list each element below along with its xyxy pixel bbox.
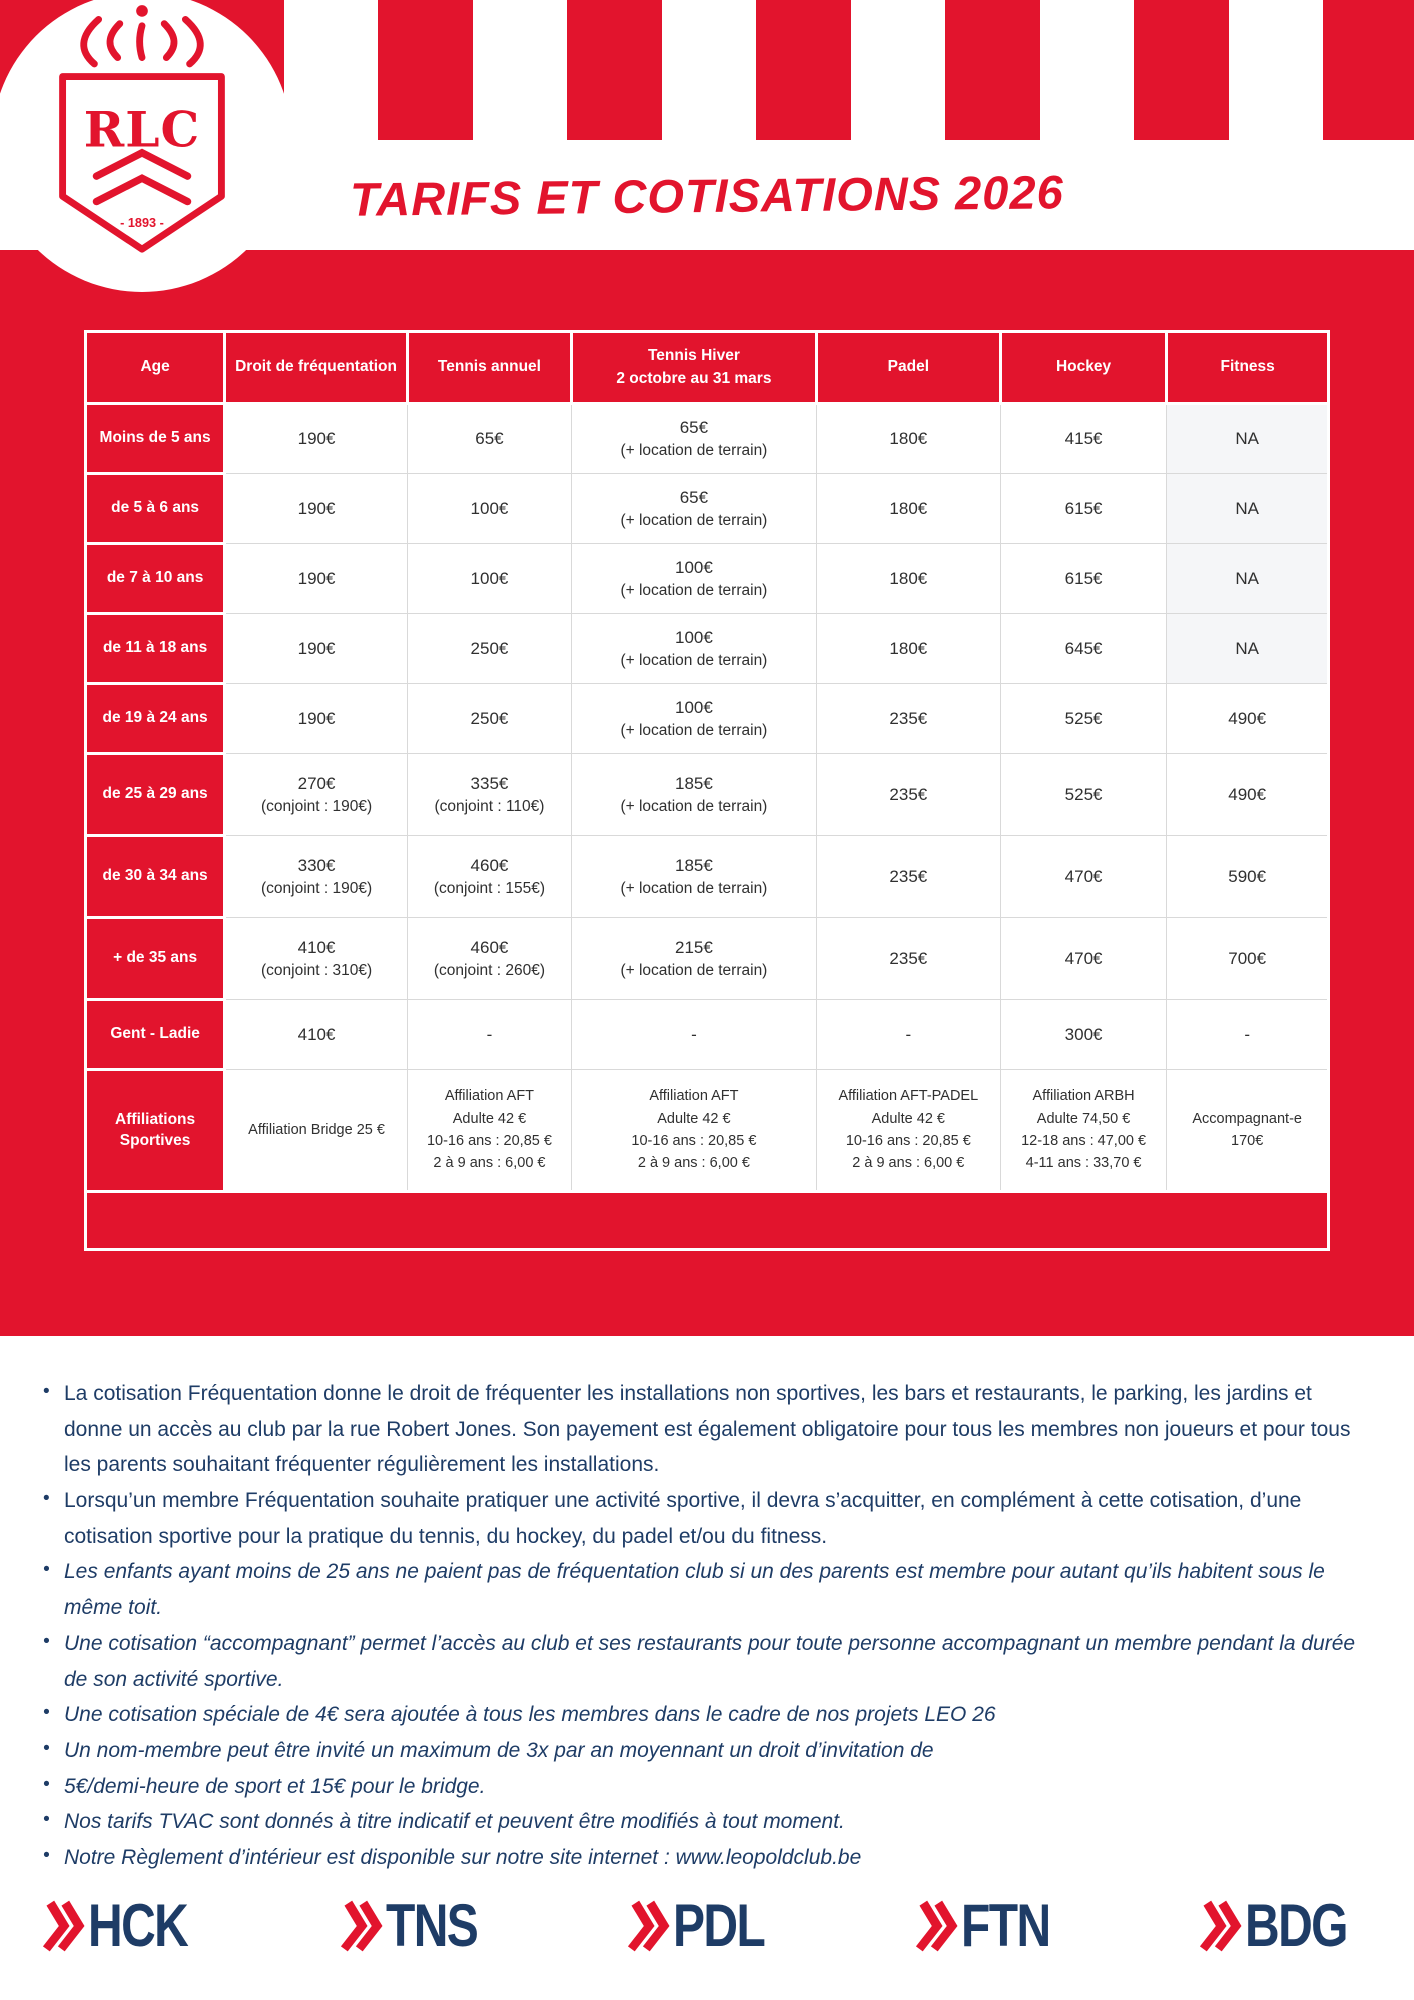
column-label: Age [140,358,170,376]
price-line: 410€ [297,1024,336,1044]
age-cell: + de 35 ans [86,918,225,1000]
price-line: Adulte 42 € [452,1110,527,1127]
table-row [86,918,1329,1000]
price-cell [407,754,571,836]
price-line: 190€ [297,708,336,728]
price-line: Adulte 42 € [657,1110,731,1127]
note-item: • Une cotisation spéciale de 4€ sera ajoutée à tous les membres dans le cadre de nos projets LEO 26 [40,1697,1376,1733]
note-item: • Un nom-membre peut être invité un maximum de 3x par an moyennant un droit d’invitation de [40,1733,1376,1769]
price-cell [1167,474,1329,544]
price-cell [816,1070,1000,1192]
column-label: Droit de fréquentation [235,358,397,376]
price-line: 180€ [889,568,928,588]
price-line: Affiliation AFT [649,1088,739,1105]
price-cell [1000,404,1167,474]
price-line: (conjoint : 260€) [433,961,546,979]
footer-logo-hck [42,1891,212,1959]
price-line: 190€ [297,638,336,658]
price-line: 250€ [470,708,509,728]
price-cell [225,684,408,754]
price-line: 410€ [297,937,336,957]
pricing-table-wrap [84,330,1330,1251]
price-cell [225,1070,408,1192]
price-line: 235€ [889,708,928,728]
age-cell: Affiliations Sportives [86,1070,225,1192]
price-line: (+ location de terrain) [620,879,768,897]
price-line: 300€ [1064,1024,1103,1044]
price-line: (+ location de terrain) [620,961,768,979]
price-cell [407,544,571,614]
price-line: 170€ [1231,1133,1264,1149]
double-chevron-icon [42,1894,86,1958]
age-cell: de 11 à 18 ans [86,614,225,684]
pricing-table [84,330,1330,1251]
logo-monogram: RLC [83,101,201,159]
crown-dot [136,5,148,17]
price-cell [1000,918,1167,1000]
price-line: 590€ [1228,866,1267,886]
column-header-tennis-hiver [571,332,816,404]
price-cell [1000,544,1167,614]
table-row [86,836,1329,918]
price-line: Accompagnant-e [1192,1110,1302,1127]
column-label: Fitness [1220,358,1275,376]
price-cell [1000,836,1167,918]
price-line: 2 à 9 ans : 6,00 € [637,1155,750,1172]
table-row [86,1000,1329,1070]
price-line: Adulte 74,50 € [1036,1110,1131,1127]
price-line: 190€ [297,429,336,449]
double-chevron-icon [915,1894,959,1958]
price-cell [571,404,816,474]
table-row [86,544,1329,614]
price-cell [1167,544,1329,614]
age-cell: de 19 à 24 ans [86,684,225,754]
table-row [86,404,1329,474]
age-cell: de 7 à 10 ans [86,544,225,614]
column-header-age [86,332,225,404]
note-item: • La cotisation Fréquentation donne le droit de fréquenter les installations non sportives, les bars et restaurants, le parking, les jardins et donne un accès au club par la rue Robert Jones. Son payement est également obligatoire pour tous les membres non joueurs et pour tous les parents souhaitant fréquenter régulièrement les installations. [40,1376,1376,1483]
footer-logo-label: PDL [673,1891,765,1959]
footer-logo-pdl [627,1891,787,1959]
price-cell [407,1070,571,1192]
price-cell [1000,684,1167,754]
age-cell: de 30 à 34 ans [86,836,225,918]
price-line: NA [1235,498,1259,518]
price-cell [816,474,1000,544]
price-cell [1000,1000,1167,1070]
price-cell [571,474,816,544]
column-sublabel: 2 octobre au 31 mars [616,369,772,387]
price-line: 10-16 ans : 20,85 € [631,1133,757,1149]
price-line: (+ location de terrain) [620,797,768,815]
column-header-fitness [1167,332,1329,404]
page-title: TARIFS ET COTISATIONS 2026 [349,164,1065,226]
price-cell [225,474,408,544]
price-cell [407,474,571,544]
price-line: - [691,1024,697,1044]
price-line: (conjoint : 190€) [260,797,373,815]
price-line: 250€ [470,638,509,658]
price-line: 270€ [297,773,336,793]
logo-established: - 1893 - [120,215,164,230]
price-cell [407,1000,571,1070]
price-cell [225,614,408,684]
price-cell [571,754,816,836]
table-row [86,1070,1329,1192]
crown-center [140,26,142,58]
footer-logo-tns [340,1891,500,1959]
price-cell [225,836,408,918]
column-label: Padel [887,358,929,376]
double-chevron-icon [627,1894,671,1958]
price-line: 4-11 ans : 33,70 € [1025,1155,1142,1172]
notes-list [40,1376,1376,1876]
price-cell [571,918,816,1000]
price-line: Affiliation AFT-PADEL [838,1088,979,1105]
price-cell [816,684,1000,754]
price-cell [1000,614,1167,684]
price-cell [225,754,408,836]
note-item: • Notre Règlement d’intérieur est disponible sur notre site internet : www.leopoldclub.be [40,1840,1376,1876]
footer-logo-label: TNS [385,1891,477,1959]
price-cell [816,1000,1000,1070]
footer-logos [0,1876,1414,1958]
price-cell [225,544,408,614]
price-cell [571,836,816,918]
note-item: • Lorsqu’un membre Fréquentation souhaite pratiquer une activité sportive, il devra s’acquitter, en complément à cette cotisation, d’une cotisation sportive pour la pratique du tennis, du hockey, du padel et/ou du fitness. [40,1483,1376,1554]
price-cell [225,918,408,1000]
price-line: 470€ [1064,948,1103,968]
price-line: (+ location de terrain) [620,721,768,739]
price-cell [1000,1070,1167,1192]
price-line: 215€ [675,937,713,957]
price-line: (+ location de terrain) [620,581,768,599]
price-line: 2 à 9 ans : 6,00 € [852,1155,965,1172]
double-chevron-icon [340,1894,384,1958]
price-line: 185€ [675,855,713,875]
price-cell [816,544,1000,614]
price-line: 490€ [1228,708,1267,728]
price-cell [816,614,1000,684]
table-row [86,614,1329,684]
price-cell [1167,1000,1329,1070]
note-item: • Une cotisation “accompagnant” permet l’accès au club et ses restaurants pour toute personne accompagnant un membre pendant la durée de son activité sportive. [40,1626,1376,1697]
crown-outer-right [185,19,200,63]
price-line: 180€ [889,638,928,658]
price-line: Affiliation AFT [444,1088,535,1105]
price-line: (conjoint : 110€) [434,797,545,815]
table-row [86,754,1329,836]
price-line: 235€ [889,948,928,968]
footer-logo-label: BDG [1244,1891,1347,1959]
price-cell [1000,474,1167,544]
price-cell [816,754,1000,836]
price-cell [407,918,571,1000]
price-line: 235€ [889,866,928,886]
price-line: 10-16 ans : 20,85 € [426,1133,552,1149]
crown-outer-left [84,19,99,63]
price-line: - [905,1024,912,1044]
price-line: 100€ [675,627,713,647]
double-chevron-icon [1199,1894,1243,1958]
footer-logo-bdg [1199,1891,1372,1959]
price-cell [407,684,571,754]
price-cell [1167,754,1329,836]
age-cell: Gent - Ladie [86,1000,225,1070]
notes-section [0,1336,1414,1876]
column-header-droit-de-fr-quentation [225,332,408,404]
age-cell: Moins de 5 ans [86,404,225,474]
price-line: Affiliation Bridge 25 € [248,1121,385,1138]
column-label: Tennis annuel [437,358,541,376]
price-cell [571,1070,816,1192]
price-line: Affiliation ARBH [1032,1088,1135,1105]
table-row [86,684,1329,754]
column-header-hockey [1000,332,1167,404]
price-cell [571,614,816,684]
footer-logo-label: FTN [960,1891,1050,1959]
price-line: 65€ [475,429,504,449]
price-line: 470€ [1064,866,1103,886]
footer-logo-ftn [915,1891,1072,1959]
price-cell [225,1000,408,1070]
table-footer-band [86,1192,1329,1250]
price-line: 525€ [1064,708,1103,728]
price-line: 415€ [1064,429,1103,449]
price-line: 615€ [1064,498,1103,518]
price-cell [571,1000,816,1070]
note-item: • Les enfants ayant moins de 25 ans ne paient pas de fréquentation club si un des parents est membre pour autant qu’ils habitent sous le même toit. [40,1554,1376,1625]
price-line: 645€ [1064,638,1103,658]
price-line: 65€ [679,418,709,438]
price-line: Adulte 42 € [871,1110,945,1127]
footer-logo-label: HCK [88,1891,188,1959]
pricing-table-header [86,332,1329,404]
price-line: 460€ [470,937,509,957]
price-cell [1167,836,1329,918]
price-cell [407,836,571,918]
price-line: 335€ [470,773,509,793]
price-line: (+ location de terrain) [620,442,768,460]
header-row [86,332,1329,404]
price-cell [1167,684,1329,754]
price-line: 100€ [675,557,713,577]
price-cell [571,684,816,754]
price-line: (conjoint : 310€) [260,961,373,979]
price-line: 490€ [1228,784,1267,804]
price-line: 700€ [1228,948,1267,968]
price-line: 525€ [1064,784,1103,804]
price-line: 330€ [297,855,336,875]
price-cell [1000,754,1167,836]
price-line: 100€ [675,697,713,717]
column-label: Tennis Hiver [647,347,740,365]
price-line: NA [1235,429,1259,449]
price-cell [407,404,571,474]
table-row [86,1192,1329,1250]
price-cell [1167,1070,1329,1192]
note-item: • Nos tarifs TVAC sont donnés à titre indicatif et peuvent être modifiés à tout moment. [40,1804,1376,1840]
price-line: 2 à 9 ans : 6,00 € [433,1155,546,1172]
crown-inner-right [164,24,174,58]
price-cell [816,836,1000,918]
age-cell: de 5 à 6 ans [86,474,225,544]
table-row [86,474,1329,544]
price-line: 185€ [675,773,713,793]
price-line: 10-16 ans : 20,85 € [845,1133,971,1149]
price-cell [1167,404,1329,474]
price-cell [1167,614,1329,684]
price-cell [571,544,816,614]
price-line: (+ location de terrain) [620,651,768,669]
price-line: 100€ [470,568,509,588]
price-cell [816,918,1000,1000]
price-line: NA [1235,568,1259,588]
price-line: 190€ [297,498,336,518]
column-header-tennis-annuel [407,332,571,404]
price-line: 460€ [470,855,509,875]
price-line: - [486,1024,493,1044]
price-line: 180€ [889,429,928,449]
column-label: Hockey [1055,358,1112,376]
price-cell [225,404,408,474]
pricing-table-body [86,404,1329,1250]
price-line: 12-18 ans : 47,00 € [1021,1133,1147,1149]
price-cell [1167,918,1329,1000]
price-line: 615€ [1064,568,1103,588]
note-item: • 5€/demi-heure de sport et 15€ pour le bridge. [40,1769,1376,1805]
price-line: - [1244,1024,1250,1044]
age-cell: de 25 à 29 ans [86,754,225,836]
price-line: 235€ [889,784,928,804]
shield-chevron-2 [96,178,187,201]
price-line: 65€ [679,487,709,507]
club-crest-icon [52,0,232,276]
price-line: 190€ [297,568,336,588]
price-cell [816,404,1000,474]
price-line: 180€ [889,498,928,518]
price-line: (conjoint : 190€) [260,879,373,897]
price-line: 100€ [470,498,509,518]
price-line: (+ location de terrain) [620,511,768,529]
price-cell [407,614,571,684]
column-header-padel [816,332,1000,404]
price-line: (conjoint : 155€) [433,879,546,897]
crown-inner-left [110,24,120,58]
price-line: NA [1235,638,1259,658]
